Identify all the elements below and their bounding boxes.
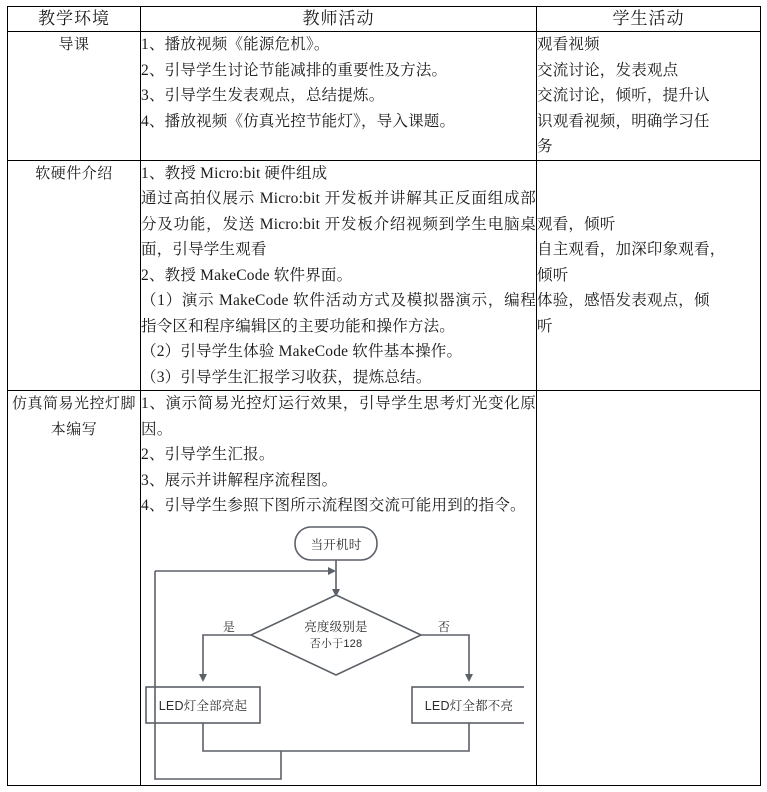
cell-environment: 软硬件介绍 (8, 160, 141, 391)
teacher-line: （1）演示 MakeCode 软件活动方式及模拟器演示，编程指令区和程序编辑区的主要功能和操作方法。 (141, 292, 536, 335)
column-header-environment: 教学环境 (8, 7, 141, 32)
cell-student-activity (537, 32, 761, 161)
student-line: 自主观看，加深印象观看， (537, 241, 726, 258)
student-line: 交流讨论，倾听，提升认 (537, 87, 710, 104)
teacher-line: 2、引导学生讨论节能减排的重要性及方法。 (141, 61, 448, 79)
cell-teacher-activity (141, 32, 537, 161)
flowchart-yes-label: 是 (222, 619, 236, 634)
edge-no-branch (421, 635, 469, 678)
flowchart-decision-node (251, 595, 421, 675)
teacher-line: 3、展示并讲解程序流程图。 (141, 471, 338, 489)
student-line: 观看，倾听 (537, 215, 616, 233)
teacher-line: 3、引导学生发表观点，总结提炼。 (141, 87, 385, 104)
lesson-plan-table (7, 6, 761, 786)
student-line: 听 (537, 317, 553, 335)
cell-environment: 仿真简易光控灯脚本编写 (8, 391, 141, 786)
teacher-line: 2、引导学生汇报。 (141, 446, 275, 463)
flowchart-start-label: 当开机时 (310, 537, 362, 552)
cell-student-activity (537, 160, 761, 391)
teacher-line: 4、引导学生参照下图所示流程图交流可能用到的指令。 (141, 497, 526, 514)
flowchart-decision-label-line2: 否小于128 (309, 637, 363, 650)
student-line: 交流讨论，发表观点 (537, 61, 679, 79)
student-line: 体验，感悟发表观点，倾 (537, 292, 710, 309)
table-row (8, 32, 761, 161)
edge-merge-bottom (203, 723, 469, 751)
program-flowchart (141, 523, 536, 785)
document-page (0, 6, 767, 792)
edge-yes-branch (203, 635, 251, 678)
flowchart-action-yes-label: LED灯全部亮起 (158, 698, 248, 713)
table-header-row (8, 7, 761, 32)
teacher-line: （2）引导学生体验 MakeCode 软件基本操作。 (141, 343, 463, 360)
edge-return-path (155, 571, 281, 779)
cell-environment: 导课 (8, 32, 141, 161)
column-header-student: 学生活动 (537, 7, 761, 32)
teacher-line: 1、播放视频《能源危机》。 (141, 36, 330, 53)
flowchart-action-no-label: LED灯全都不亮 (424, 698, 514, 713)
cell-student-activity (537, 391, 761, 786)
table-row (8, 160, 761, 391)
cell-teacher-activity (141, 391, 537, 786)
student-line: 倾听 (537, 266, 569, 284)
teacher-line: 2、教授 MakeCode 软件界面。 (141, 266, 353, 284)
student-line: 识观看视频，明确学习任 (537, 112, 710, 130)
table-row (8, 391, 761, 786)
teacher-line: 通过高拍仪展示 Micro:bit 开发板并讲解其正反面组成部分及功能，发送 Micro:bit 开发板介绍视频到学生电脑桌面，引导学生观看 (141, 190, 536, 258)
teacher-line: （3）引导学生汇报学习收获，提炼总结。 (141, 368, 432, 386)
student-line: 务 (537, 138, 553, 155)
flowchart-no-label: 否 (437, 619, 451, 634)
cell-teacher-activity (141, 160, 537, 391)
student-line: 观看视频 (537, 36, 600, 53)
flowchart-decision-label-line1: 亮度级别是 (304, 619, 368, 634)
column-header-teacher: 教师活动 (141, 7, 537, 32)
teacher-line: 1、演示简易光控灯运行效果，引导学生思考灯光变化原因。 (141, 395, 536, 438)
teacher-line: 4、播放视频《仿真光控节能灯》，导入课题。 (141, 112, 456, 130)
teacher-line: 1、教授 Micro:bit 硬件组成 (141, 164, 328, 182)
